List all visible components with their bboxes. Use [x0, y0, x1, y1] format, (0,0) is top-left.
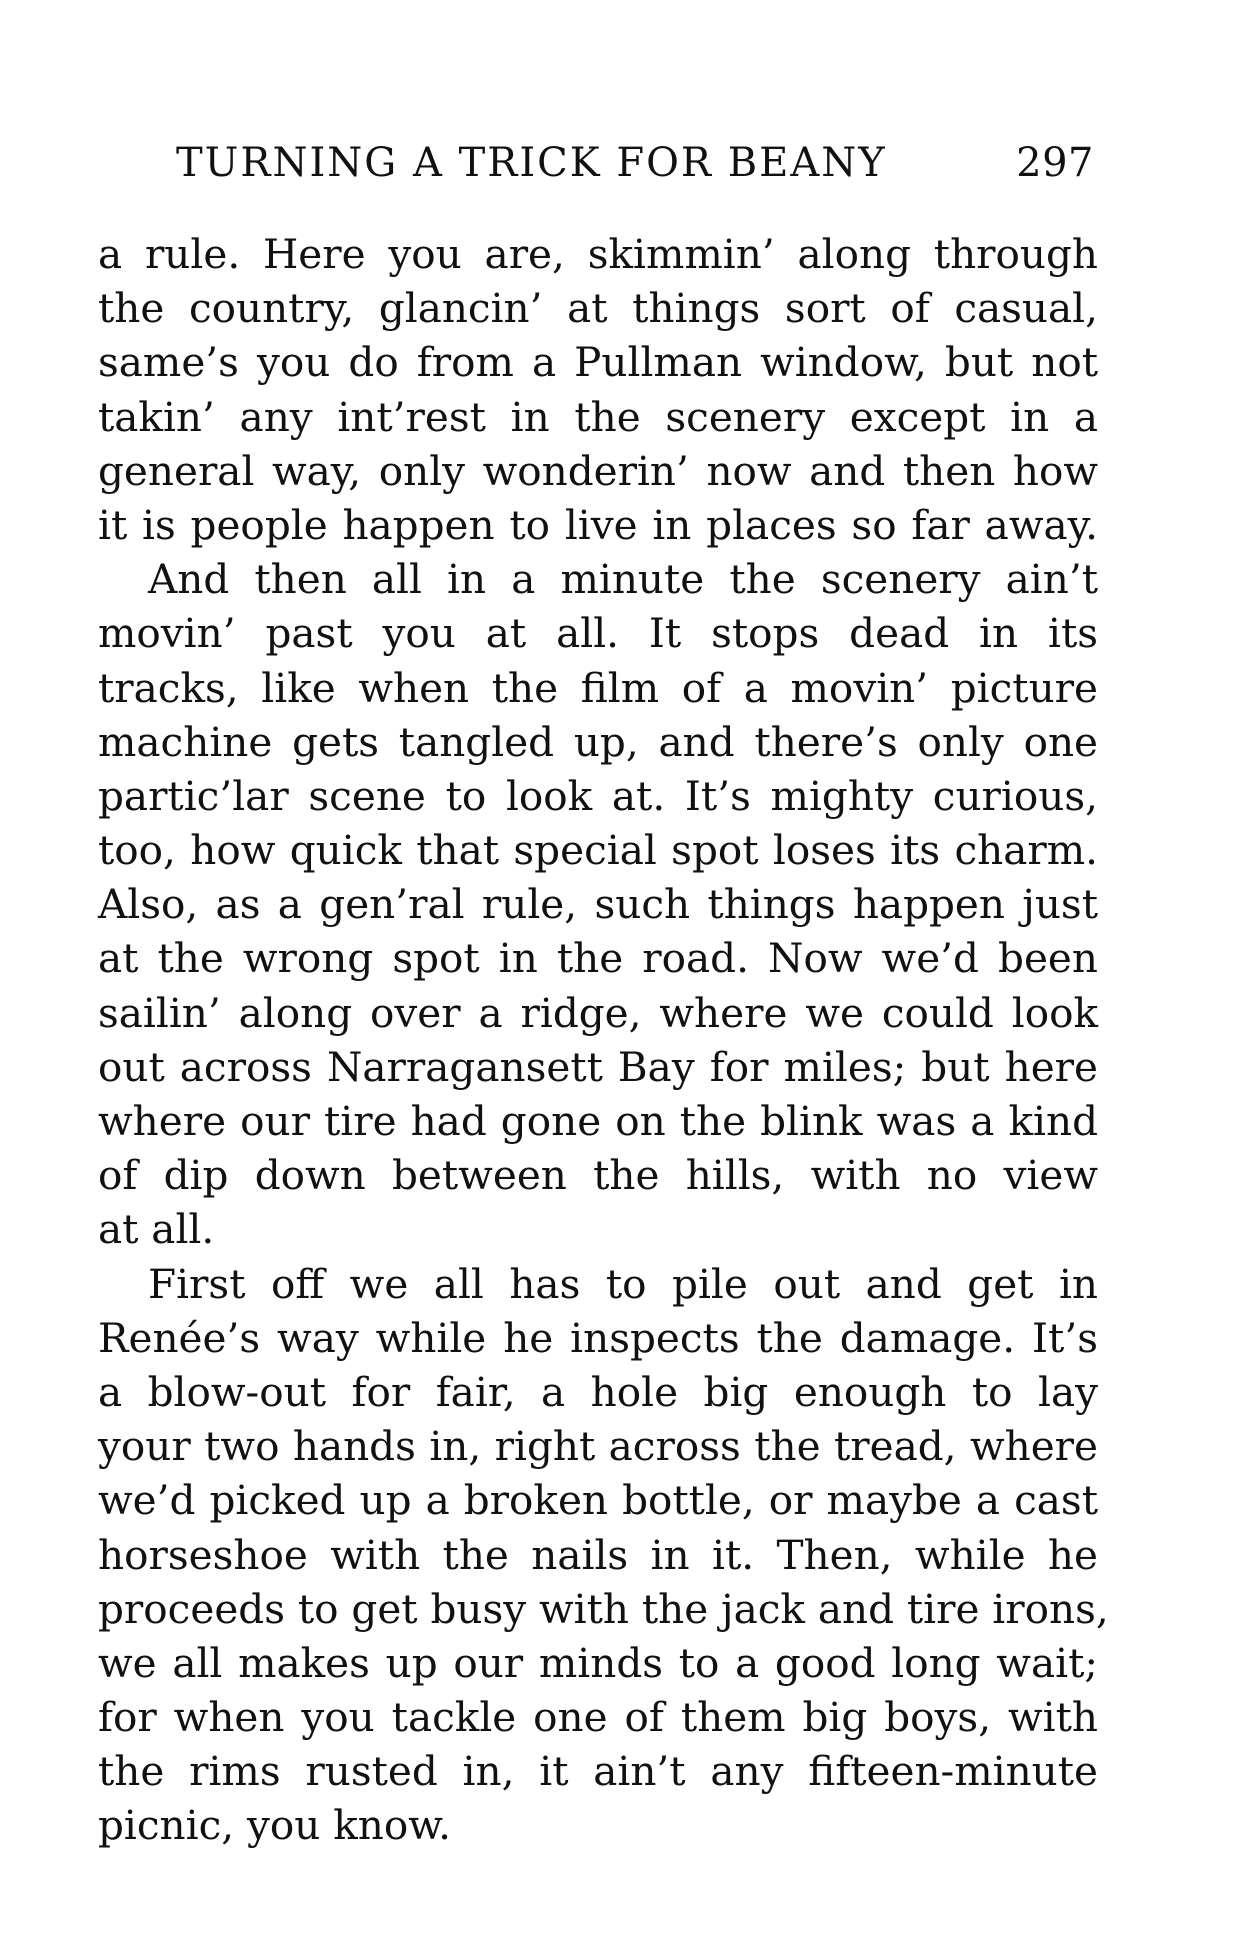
text-line: it is people happen to live in places so far away.: [98, 500, 1098, 549]
text-line: First off we all has to pile out and get in: [148, 1259, 1098, 1308]
text-line: the rims rusted in, it ain’t any fifteen-minute: [98, 1747, 1098, 1796]
text-line: we’d picked up a broken bottle, or maybe a cast: [98, 1476, 1098, 1525]
text-line: where our tire had gone on the blink was a kind: [98, 1097, 1098, 1145]
running-header: [176, 140, 1094, 200]
text-line: machine gets tangled up, and there’s only one: [98, 717, 1098, 766]
text-line: for when you tackle one of them big boys, with: [98, 1693, 1098, 1742]
text-line: partic’lar scene to look at. It’s mighty curious,: [98, 771, 1098, 820]
text-line: we all makes up our minds to a good long wait;: [98, 1638, 1098, 1687]
text-line: same’s you do from a Pullman window, but not: [98, 338, 1098, 387]
text-line: too, how quick that special spot loses its charm.: [98, 826, 1098, 875]
text-line: sailin’ along over a ridge, where we could look: [98, 988, 1098, 1037]
text-line: at all.: [98, 1205, 215, 1254]
text-line: takin’ any int’rest in the scenery except in a: [98, 392, 1098, 441]
text-line: horseshoe with the nails in it. Then, while he: [98, 1530, 1098, 1579]
text-line: a rule. Here you are, skimmin’ along through: [98, 230, 1098, 278]
text-line: And then all in a minute the scenery ain’t: [148, 555, 1098, 604]
running-title: TURNING A TRICK FOR BEANY: [176, 140, 887, 186]
text-line: your two hands in, right across the tread, where: [98, 1422, 1098, 1471]
text-line: out across Narragansett Bay for miles; but here: [98, 1042, 1098, 1091]
text-line: a blow-out for fair, a hole big enough to lay: [98, 1367, 1098, 1416]
text-line: of dip down between the hills, with no view: [98, 1151, 1098, 1200]
text-line: at the wrong spot in the road. Now we’d been: [98, 934, 1098, 983]
text-line: Renée’s way while he inspects the damage. It’s: [98, 1313, 1098, 1362]
text-line: proceeds to get busy with the jack and tire irons,: [98, 1584, 1109, 1633]
text-line: general way, only wonderin’ now and then how: [98, 446, 1098, 495]
page-number: 297: [1016, 140, 1094, 186]
text-line: picnic, you know.: [98, 1801, 451, 1850]
text-line: Also, as a gen’ral rule, such things happen just: [98, 880, 1098, 929]
text-line: tracks, like when the film of a movin’ picture: [98, 663, 1098, 712]
text-line: the country, glancin’ at things sort of casual,: [98, 284, 1098, 333]
body-text: [98, 227, 1109, 1853]
text-line: movin’ past you at all. It stops dead in its: [98, 609, 1098, 658]
